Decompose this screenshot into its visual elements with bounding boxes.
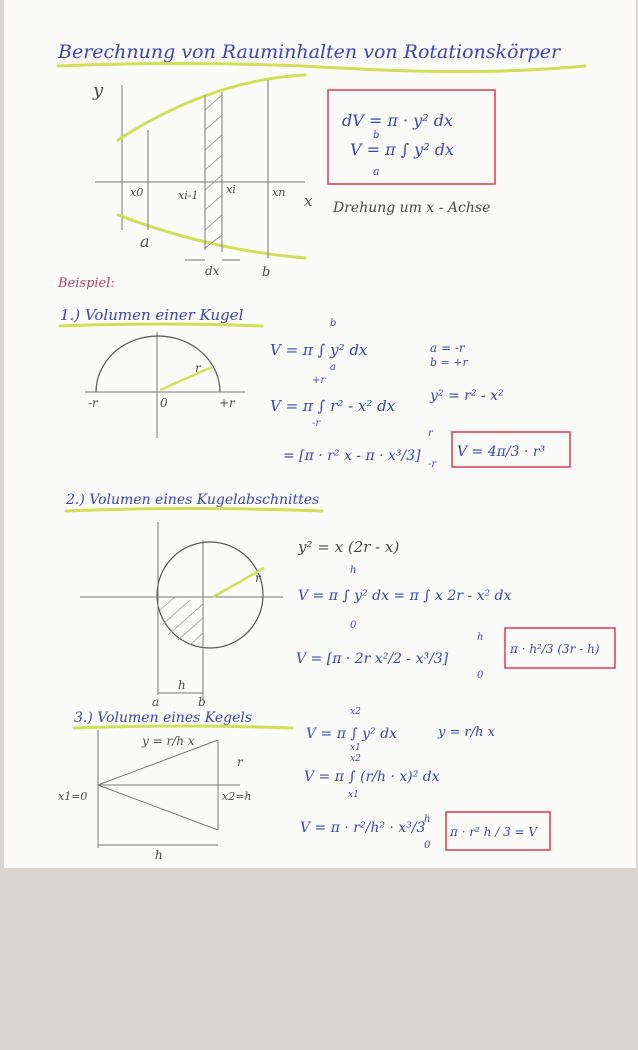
svg-text:x2=h: x2=h [222, 790, 252, 803]
sphere-line-1: V = π ∫ y² dx [270, 341, 368, 359]
svg-text:0: 0 [424, 840, 431, 851]
section-3-underline [74, 726, 292, 728]
svg-text:h: h [477, 632, 484, 643]
label-dx: dx [205, 264, 220, 278]
section-2-underline [66, 509, 322, 512]
svg-text:b: b [330, 318, 337, 329]
formula-v-upper: b [373, 130, 380, 141]
x-axis-label: x [304, 192, 313, 210]
label-xn: xn [272, 186, 286, 199]
svg-text:-r: -r [88, 396, 98, 410]
cone-result: π · r² h / 3 = V [450, 825, 538, 839]
cone-line-2: V = π ∫ (r/h · x)² dx [304, 769, 440, 785]
formula-v: V = π ∫ y² dx [350, 140, 454, 159]
sphere-bound-a: a = -r [430, 341, 465, 355]
cone-line-3: V = π · r²/h² · x³/3 [300, 820, 426, 836]
label-b: b [262, 265, 271, 280]
label-xi: xi [226, 183, 236, 196]
svg-text:r: r [195, 361, 201, 375]
y-axis-label: y [93, 80, 104, 101]
svg-text:0: 0 [477, 670, 484, 681]
svg-text:r: r [237, 755, 243, 769]
cap-line-1: V = π ∫ y² dx = π ∫ x 2r - x² dx [298, 588, 512, 604]
cone-diagram [58, 730, 252, 862]
svg-text:h: h [178, 678, 186, 692]
section-1-heading: 1.) Volumen einer Kugel [60, 306, 244, 324]
sphere-y-relation: y² = r² - x² [430, 388, 504, 404]
formula-box [328, 90, 495, 184]
svg-text:h: h [424, 814, 431, 825]
svg-text:y = r/h x: y = r/h x [142, 734, 195, 748]
formula-v-lower: a [373, 165, 380, 178]
svg-text:x1=0: x1=0 [58, 790, 88, 803]
sphere-line-2: V = π ∫ r² - x² dx [270, 397, 396, 415]
cone-y-relation: y = r/h x [438, 725, 495, 740]
svg-text:-r: -r [312, 418, 321, 429]
example-heading: Beispiel: [58, 276, 115, 291]
sphere-diagram [85, 332, 245, 438]
svg-text:x2: x2 [350, 754, 361, 764]
cone-line-1: V = π ∫ y² dx [306, 726, 397, 742]
svg-text:0: 0 [160, 396, 168, 410]
svg-text:+r: +r [312, 375, 326, 386]
formula-dv: dV = π · y² dx [342, 111, 453, 130]
svg-text:h: h [155, 848, 163, 862]
label-a: a [140, 232, 150, 251]
svg-text:a: a [152, 695, 160, 709]
cap-circle-eq: y² = x (2r - x) [298, 538, 400, 556]
svg-text:r: r [255, 571, 261, 585]
svg-text:r: r [428, 428, 433, 439]
svg-text:x2: x2 [350, 707, 361, 717]
section-2-heading: 2.) Volumen eines Kugelabschnittes [66, 492, 320, 508]
sphere-result: V = 4π/3 · r³ [457, 444, 546, 460]
svg-text:-r: -r [428, 459, 437, 470]
section-1-underline [60, 324, 262, 326]
sphere-line-3: = [π · r² x - π · x³/3] [283, 448, 421, 464]
svg-text:0: 0 [350, 620, 357, 631]
section-3-heading: 3.) Volumen eines Kegels [74, 710, 253, 726]
svg-text:b: b [198, 695, 206, 709]
sphere-bound-b: b = +r [430, 356, 468, 369]
cap-line-2: V = [π · 2r x²/2 - x³/3] [296, 651, 449, 667]
label-x0: x0 [130, 186, 144, 199]
svg-text:a: a [330, 362, 336, 373]
svg-text:x1: x1 [350, 743, 361, 753]
intro-graph [92, 75, 313, 280]
label-xi-1: xi-1 [178, 189, 199, 202]
spherical-cap-diagram [80, 522, 283, 709]
svg-text:x1: x1 [348, 790, 359, 800]
svg-text:h: h [350, 565, 357, 576]
page-title: Berechnung von Rauminhalten von Rotationskörper [58, 41, 561, 63]
title-underline [58, 63, 585, 71]
svg-text:+r: +r [219, 396, 235, 410]
rotation-note: Drehung um x - Achse [333, 200, 491, 216]
cap-result: π · h²/3 (3r - h) [510, 642, 600, 656]
